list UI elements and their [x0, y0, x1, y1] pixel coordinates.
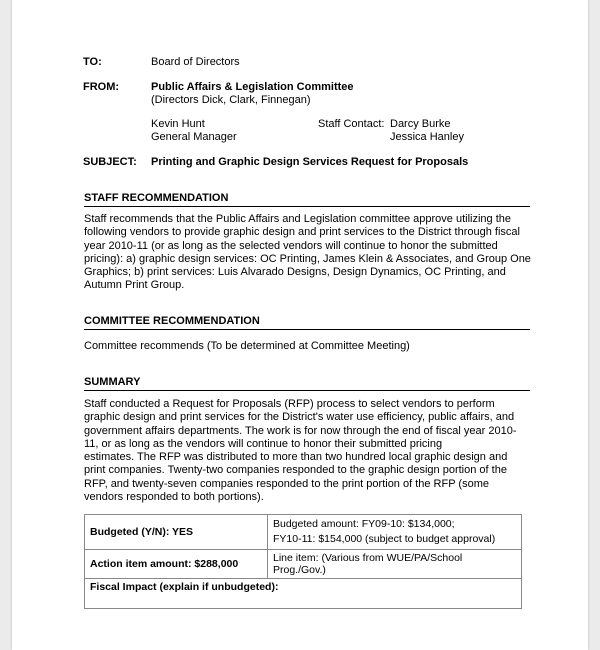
budgeted-amount-line: Budgeted amount: FY09-10: $134,000;	[273, 518, 455, 530]
text-line: following vendors to provide graphic design and print services to the District through fiscal	[84, 226, 520, 239]
fiscal-table	[84, 514, 522, 609]
to-value: Board of Directors	[151, 56, 240, 68]
fiscal-impact-cell: Fiscal Impact (explain if unbudgeted):	[85, 579, 522, 609]
summary-text	[84, 398, 524, 504]
text-line: RFP, and twenty-seven companies responded to the print portion of the RFP (some	[84, 477, 489, 490]
to-label: TO:	[83, 56, 102, 68]
text-line: Committee recommends (To be determined at Committee Meeting)	[84, 340, 410, 352]
section-divider	[84, 206, 530, 207]
staff-contact-1: Darcy Burke	[390, 118, 451, 130]
text-line: estimates. The RFP was distributed to more than two hundred local graphic design and	[84, 451, 508, 464]
committee-recommendation-heading: COMMITTEE RECOMMENDATION	[84, 315, 260, 327]
line-item-cell: Line item: (Various from WUE/PA/School Prog./Gov.)	[268, 550, 522, 579]
from-label: FROM:	[83, 81, 120, 93]
text-line: government affairs departments. The work is for now through the end of fiscal year 2010-	[84, 424, 517, 437]
text-line: print companies. Twenty-two companies responded to the graphic design portion of the	[84, 464, 507, 477]
budgeted-amount-cell	[268, 515, 522, 550]
subject-label: SUBJECT:	[83, 156, 137, 168]
document-page	[12, 0, 588, 650]
text-line: Graphics; b) print services: Luis Alvarado Designs, Design Dynamics, OC Printing, and	[84, 266, 506, 279]
text-line: Staff conducted a Request for Proposals (RFP) process to select vendors to perform	[84, 398, 495, 410]
section-divider	[84, 390, 530, 391]
staff-recommendation-text	[84, 213, 531, 293]
text-line: Staff recommends that the Public Affairs and Legislation committee approve utilizing the	[84, 213, 511, 225]
table-row	[85, 515, 522, 550]
text-line: Autumn Print Group.	[84, 279, 185, 292]
budgeted-amount-line: FY10-11: $154,000 (subject to budget approval)	[273, 533, 496, 545]
action-item-cell: Action item amount: $288,000	[85, 550, 268, 579]
text-line: graphic design and print services for the District's water use efficiency, public affairs, and	[84, 411, 515, 424]
staff-contact-2: Jessica Hanley	[390, 131, 464, 143]
section-divider	[84, 329, 530, 330]
budgeted-cell: Budgeted (Y/N): YES	[85, 515, 268, 550]
staff-contact-label: Staff Contact:	[318, 118, 385, 130]
text-line: 11, or as long as the vendors will continue to honor their submitted pricing	[84, 437, 443, 450]
subject-value: Printing and Graphic Design Services Request for Proposals	[151, 156, 469, 168]
summary-heading: SUMMARY	[84, 376, 141, 388]
from-directors: (Directors Dick, Clark, Finnegan)	[151, 94, 311, 106]
table-row	[85, 550, 522, 579]
text-line: pricing): a) graphic design services: OC Printing, James Klein & Associates, and Group One	[84, 252, 531, 265]
sender-title: General Manager	[151, 131, 237, 143]
committee-recommendation-text	[84, 340, 524, 353]
text-line: vendors responded to both portions).	[84, 491, 264, 504]
text-line: year 2010-11 (or as long as the selected vendors will continue to honor the submitted	[84, 239, 498, 252]
table-row	[85, 579, 522, 609]
staff-recommendation-heading: STAFF RECOMMENDATION	[84, 192, 229, 204]
sender-name: Kevin Hunt	[151, 118, 205, 130]
from-committee: Public Affairs & Legislation Committee	[151, 81, 354, 93]
